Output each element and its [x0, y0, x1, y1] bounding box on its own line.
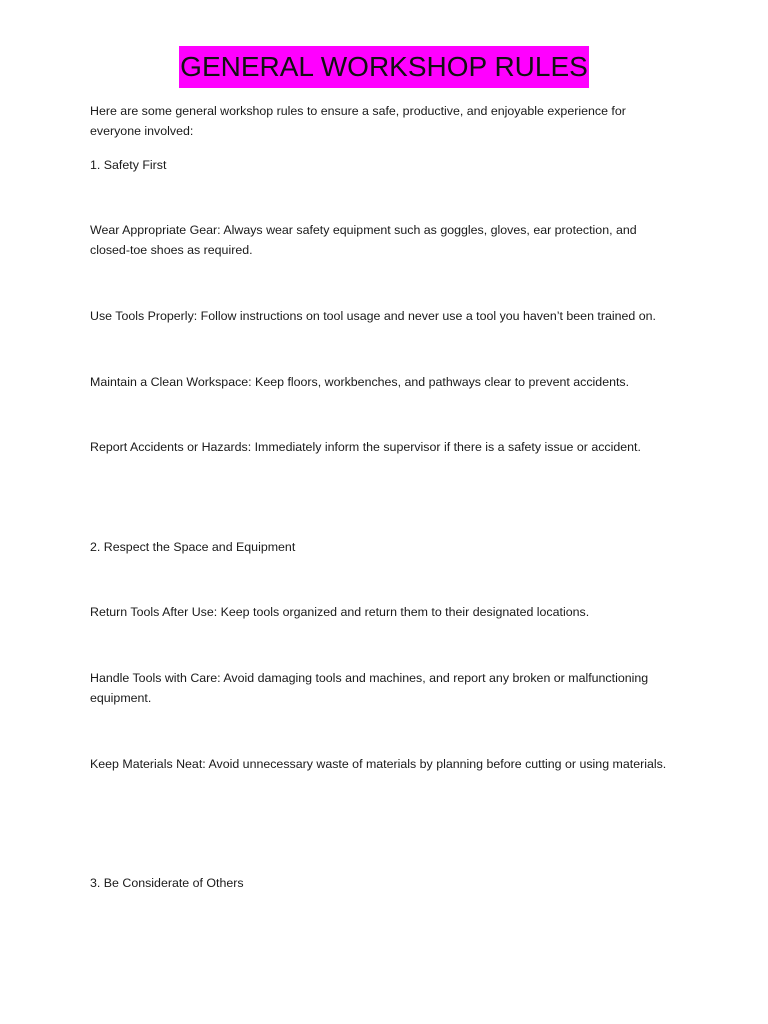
intro-paragraph: Here are some general workshop rules to ensure a safe, productive, and enjoyable experience for everyone involved: [90, 104, 626, 138]
rule-keep-materials-neat: Keep Materials Neat: Avoid unnecessary waste of materials by planning before cutting or using materials. [90, 757, 667, 771]
rule-use-tools-properly: Use Tools Properly: Follow instructions on tool usage and never use a tool you haven’t been trained on. [90, 309, 656, 323]
rule-maintain-clean-workspace: Maintain a Clean Workspace: Keep floors, workbenches, and pathways clear to prevent accidents. [90, 375, 630, 389]
section-heading-be-considerate: 3. Be Considerate of Others [90, 876, 244, 890]
rule-report-accidents: Report Accidents or Hazards: Immediately inform the supervisor if there is a safety issue or accident. [90, 440, 641, 454]
rule-return-tools: Return Tools After Use: Keep tools organized and return them to their designated locations. [90, 605, 590, 619]
section-heading-respect-space: 2. Respect the Space and Equipment [90, 540, 296, 554]
rule-wear-appropriate-gear: Wear Appropriate Gear: Always wear safety equipment such as goggles, gloves, ear protection, and closed-toe shoes as required. [90, 223, 637, 257]
page-title: GENERAL WORKSHOP RULES [179, 46, 589, 88]
section-heading-safety-first: 1. Safety First [90, 158, 167, 172]
rule-handle-tools-with-care: Handle Tools with Care: Avoid damaging tools and machines, and report any broken or malfunctioning equipment. [90, 671, 649, 705]
title-container [0, 46, 768, 88]
